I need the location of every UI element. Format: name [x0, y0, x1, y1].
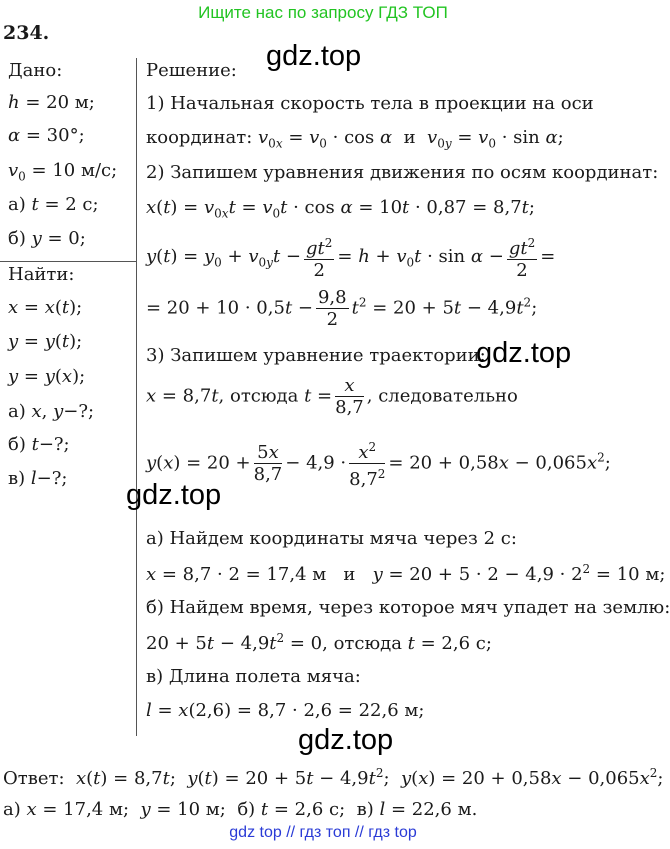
watermark: gdz.top: [126, 479, 222, 511]
given-heading: Дано:: [8, 60, 63, 81]
step3-text: 3) Запишем уравнение траектории:: [146, 345, 486, 366]
answer-line-1: Ответ: x(t) = 8,7t; $y(t) = 20 + 5t - 4,9t^2$; $y(x) = 20 + 0,58x - 0,065x^2$;: [3, 766, 664, 789]
part-a-text: а) Найдем координаты мяча через 2 с:: [146, 528, 517, 549]
part-c-text: в) Длина полета мяча:: [146, 666, 361, 687]
bottom-banner: gdz top // гдз топ // гдз top: [229, 824, 417, 841]
problem-number: 234.: [3, 22, 50, 44]
watermark: gdz.top: [476, 337, 572, 369]
part-b-equation: $20 + 5t - 4,9t^2 = 0$, отсюда t = 2,6 с;: [146, 631, 492, 654]
find-yt: y = y(t);: [8, 331, 83, 352]
yx-equation: y(x) = 20 + $\frac{5x}{8,7}$ − 4,9 · $\frac{x^2}{8,7^2}$ = $20 + 0,58x - 0,065x^2$;: [146, 437, 611, 490]
part-b-text: б) Найдем время, через которое мяч упадет на землю:: [146, 597, 670, 618]
step1-equation: координат: $v_{0x} = v_0 \cdot \cos \alpha$ и $v_{0y} = v_0 \cdot \sin \alpha$;: [146, 127, 564, 151]
find-l: в) l−?;: [8, 468, 68, 489]
find-xy: а) x, y−?;: [8, 401, 95, 422]
find-heading: Найти:: [8, 264, 75, 285]
top-banner: Ищите нас по запросу ГДЗ ТОП: [198, 3, 448, 22]
answer-line-2: а) x = 17,4 м; y = 10 м; б) t = 2,6 с; в) l = 22,6 м.: [3, 799, 478, 820]
given-height: h = 20 м;: [8, 92, 95, 113]
y-equation-1: $y(t) = y_0 + v_{0y}t$ − $\frac{gt^2}{2}$ = $h + v_0t \cdot \sin \alpha$ − $\frac{gt^2}{2}$ =: [146, 233, 555, 281]
given-time: а) t = 2 с;: [8, 194, 99, 215]
find-xt: x = x(t);: [8, 297, 83, 318]
solution-heading: Решение:: [146, 60, 237, 81]
horizontal-divider: [0, 261, 136, 262]
given-y: б) y = 0;: [8, 228, 86, 249]
step1-text: 1) Начальная скорость тела в проекции на оси: [146, 93, 594, 114]
step2-text: 2) Запишем уравнения движения по осям координат:: [146, 162, 659, 183]
part-c-equation: l = x(2,6) = 8,7 · 2,6 = 22,6 м;: [146, 700, 425, 721]
watermark: gdz.top: [298, 724, 394, 756]
given-angle: α = 30°;: [8, 125, 85, 146]
find-t: б) t−?;: [8, 434, 70, 455]
find-yx: y = y(x);: [8, 366, 86, 387]
y-equation-2: = 20 + 10 · 0,5t − $\frac{9,8}{2}$ $t^2 = 20 + 5t - 4,9t^2$;: [146, 287, 538, 330]
part-a-equation: x = 8,7 · 2 = 17,4 м и $y = 20 + 5 \cdot 2 - 4,9 \cdot 2^2 = 10$ м;: [146, 562, 666, 585]
watermark: gdz.top: [266, 40, 362, 72]
x-equation: $x(t) = v_{0x}t = v_0t \cdot \cos \alpha = 10t \cdot 0,87 = 8,7t$;: [146, 197, 535, 221]
given-velocity: $v_0 = 10$ м/с;: [8, 160, 118, 184]
trajectory-equation: x = 8,7t, отсюда t = $\frac{x}{8,7}$ , следовательно: [146, 375, 518, 418]
vertical-divider: [136, 58, 137, 736]
